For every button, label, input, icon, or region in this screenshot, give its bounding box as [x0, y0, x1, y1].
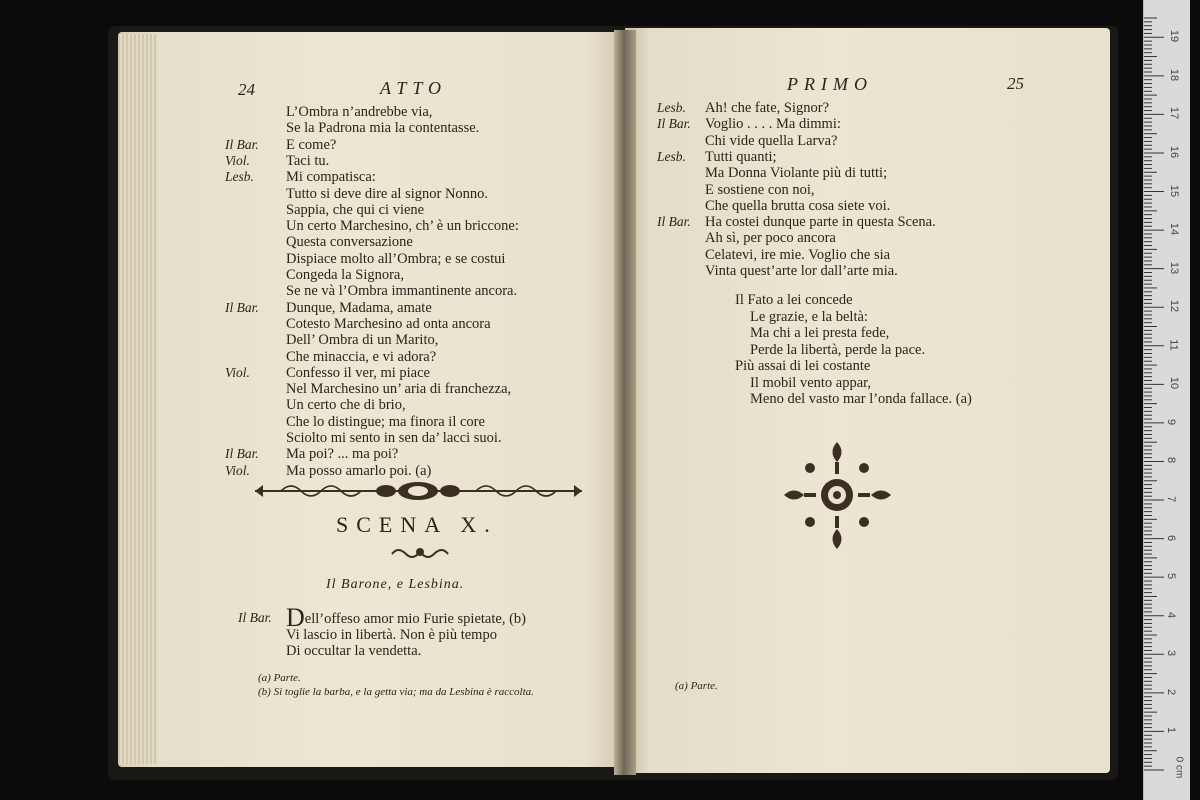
- verse-line: Sciolto mi sento in sen da’ lacci suoi.: [286, 430, 502, 446]
- ruler-number: 8: [1165, 457, 1178, 464]
- speaker-label: Viol.: [225, 152, 250, 168]
- footnote-b: (b) Si toglie la barba, e la getta via; ma da Lesbina è raccolta.: [258, 686, 534, 698]
- verse-line: Mi compatisca:: [286, 169, 376, 186]
- right-page: [625, 28, 1110, 773]
- ruler-unit: 0 cm: [1173, 756, 1185, 779]
- ruler-number: 13: [1168, 261, 1181, 274]
- verse-line: Vinta quest’arte lor dall’arte mia.: [705, 263, 898, 279]
- ruler-number: 11: [1167, 339, 1180, 351]
- verse-line: Vi lascio in libertà. Non è più tempo: [286, 626, 497, 643]
- ruler-number: 2: [1165, 688, 1178, 695]
- speaker-label: Lesb.: [657, 148, 686, 164]
- aria-line: Perde la libertà, perde la pace.: [750, 341, 926, 358]
- ruler-number: 4: [1165, 611, 1178, 618]
- speaker-label: Viol.: [225, 462, 250, 478]
- ruler-number: 10: [1168, 377, 1181, 390]
- verse-line: Dispiace molto all’Ombra; e se costui: [286, 250, 506, 267]
- verse-line: Nel Marchesino un’ aria di franchezza,: [286, 381, 512, 398]
- speaker-label: Il Bar.: [225, 299, 259, 315]
- verse-line: Ah! che fate, Signor?: [705, 100, 830, 116]
- ruler-number: 7: [1165, 495, 1178, 503]
- measurement-ruler: [1143, 0, 1190, 800]
- ruler-number: 1: [1165, 727, 1178, 734]
- verse-line: E sostiene con noi,: [705, 181, 815, 198]
- footnote-a: (a) Parte.: [675, 680, 718, 692]
- ruler-number: 16: [1168, 145, 1181, 159]
- ruler-number: 9: [1165, 418, 1178, 425]
- verse-line: Questa conversazione: [286, 234, 413, 251]
- speaker-label: Lesb.: [657, 100, 686, 115]
- ruler-number: 3: [1165, 650, 1178, 657]
- speaker-label: Il Bar.: [238, 610, 272, 625]
- page-number: 25: [1007, 74, 1024, 93]
- verse-line: Voglio . . . . Ma dimmi:: [705, 116, 841, 133]
- verse-line: Tutti quanti;: [705, 148, 777, 165]
- verse-line: Se ne và l’Ombra immantinente ancora.: [286, 283, 518, 300]
- ruler-ticks: [1144, 0, 1190, 800]
- ornament-band: [251, 478, 586, 504]
- verse-line: Confesso il ver, mi piace: [286, 364, 430, 381]
- verse-line: Cotesto Marchesino ad onta ancora: [286, 315, 491, 332]
- verse-line: Ha costei dunque parte in questa Scena.: [705, 214, 936, 231]
- verse-line: Un certo Marchesino, ch’ è un briccone:: [286, 218, 519, 235]
- verse-line: Che quella brutta cosa siete voi.: [705, 197, 891, 214]
- speaker-label: Lesb.: [225, 169, 254, 185]
- speaker-label: Il Bar.: [657, 116, 691, 132]
- ruler-number: 12: [1168, 300, 1181, 313]
- running-head: ATTO: [380, 78, 448, 98]
- verse-line: L’Ombra n’andrebbe via,: [286, 104, 433, 120]
- speaker-label: Il Bar.: [225, 446, 259, 462]
- verse-line: Dunque, Madama, amate: [286, 299, 432, 316]
- verse-line: Se la Padrona mia la contentasse.: [286, 120, 480, 137]
- aria-line: Meno del vasto mar l’onda fallace. (a): [750, 391, 972, 407]
- verse-line: E come?: [286, 136, 337, 153]
- page-edges: [118, 34, 158, 764]
- aria-line: Il mobil vento appar,: [750, 374, 872, 391]
- verse-line: Che minaccia, e vi adora?: [286, 348, 437, 365]
- scene-title: SCENA X.: [336, 512, 498, 537]
- verse-line: Dell’ Ombra di un Marito,: [286, 332, 439, 349]
- verse-line: Ma posso amarlo poi. (a): [286, 462, 432, 479]
- verse-line: Taci tu.: [286, 152, 330, 169]
- running-head: PRIMO: [787, 74, 873, 94]
- ruler-number: 6: [1165, 534, 1178, 541]
- speaker-label: Viol.: [225, 364, 250, 380]
- ruler-number: 19: [1168, 30, 1181, 43]
- ruler-number: 5: [1165, 573, 1178, 580]
- page-number: 24: [238, 80, 255, 99]
- speaker-label: Il Bar.: [657, 214, 691, 230]
- footnote-a: (a) Parte.: [258, 672, 301, 684]
- aria-line: Ma chi a lei presta fede,: [750, 325, 890, 341]
- ruler-number: 15: [1168, 184, 1181, 197]
- ruler-number: 18: [1168, 68, 1181, 81]
- verse-line: Un certo che di brio,: [286, 397, 406, 414]
- book-gutter: [614, 30, 636, 775]
- fleuron-ornament: [780, 438, 895, 553]
- verse-line: Celatevi, ire mie. Voglio che sia: [705, 246, 891, 263]
- verse-line: Ma Donna Violante più di tutti;: [705, 165, 888, 182]
- verse-line: Ah sì, per poco ancora: [705, 230, 836, 247]
- aria-line: Le grazie, e la beltà:: [750, 308, 868, 325]
- verse-line: [286, 603, 526, 632]
- verse-line: Che lo distingue; ma finora il core: [286, 413, 485, 430]
- verse-line: Sappia, che qui ci viene: [286, 201, 425, 218]
- verse-line: Chi vide quella Larva?: [705, 132, 838, 149]
- aria-line: Il Fato a lei concede: [735, 292, 853, 308]
- verse-line: Di occultar la vendetta.: [286, 643, 422, 659]
- scene-characters: Il Barone, e Lesbina.: [326, 577, 465, 592]
- aria-line: Più assai di lei costante: [735, 358, 871, 374]
- verse-text: ell’offeso amor mio Furie spietate, (b): [304, 611, 526, 627]
- ruler-number: 17: [1168, 107, 1181, 120]
- left-page: [118, 32, 623, 767]
- ruler-number: 14: [1168, 222, 1181, 236]
- verse-line: Congeda la Signora,: [286, 267, 404, 283]
- speaker-label: Il Bar.: [225, 136, 259, 152]
- verse-line: Ma poi? ... ma poi?: [286, 446, 399, 463]
- drop-cap: D: [286, 603, 305, 632]
- verse-line: Tutto si deve dire al signor Nonno.: [286, 185, 489, 202]
- small-ornament: [388, 544, 452, 562]
